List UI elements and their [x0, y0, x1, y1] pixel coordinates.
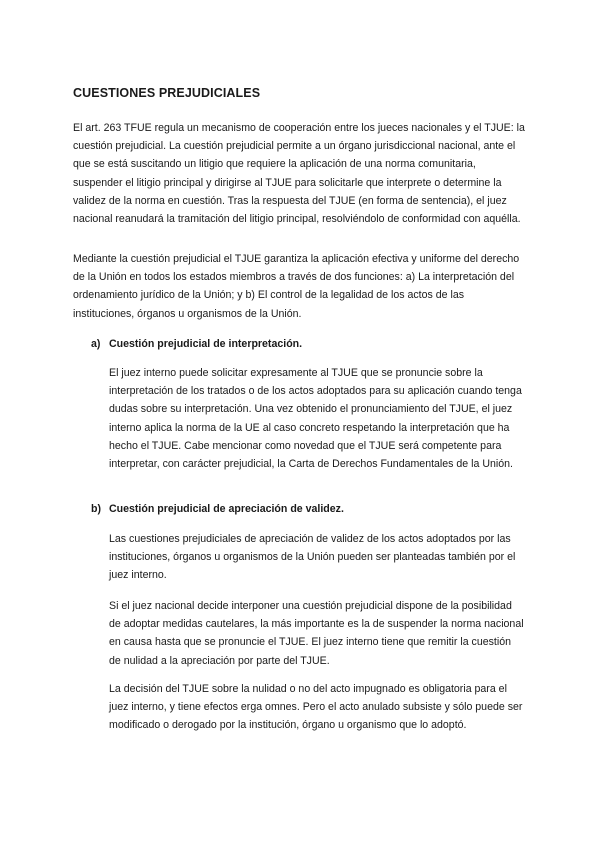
section-b-heading	[91, 503, 344, 515]
section-b-paragraph-2: Si el juez nacional decide interponer una cuestión prejudicial dispone de la posibilidad de adoptar medidas cautelares, la más importante es la de suspender la norma nacional en causa hasta que se pronuncie el TJUE. El juez interno tiene que remitir la cuestión de nulidad a la apreciación por parte del TJUE.	[109, 600, 524, 667]
page-title: CUESTIONES PREJUDICIALES	[73, 86, 261, 100]
section-b-paragraph-1: Las cuestiones prejudiciales de apreciación de validez de los actos adoptados por las instituciones, órganos u organismos de la Unión pueden ser planteadas también por el juez interno.	[109, 533, 516, 582]
intro-paragraph-1: El art. 263 TFUE regula un mecanismo de cooperación entre los jueces nacionales y el TJUE: la cuestión prejudicial. La cuestión prejudicial permite a un órgano jurisdiccional nacional, ante el que se está suscitando un litigio que requiere la aplicación de una norma comunitaria, suspender el litigio principal y dirigirse al TJUE para solicitarle que interprete o determine la validez de la norma en cuestión. Tras la respuesta del TJUE (en forma de sentencia), el juez nacional reanudará la tramitación del litigio principal, resolviéndolo de conformidad con aquélla.	[73, 122, 525, 226]
section-a-title: Cuestión prejudicial de interpretación.	[109, 338, 303, 350]
section-a-paragraph-1: El juez interno puede solicitar expresamente al TJUE que se pronuncie sobre la interpretación de los tratados o de los actos adoptados para su aplicación cuando tenga dudas sobre su interpretación. Una vez obtenido el pronunciamiento del TJUE, el juez interno aplica la norma de la UE al caso concreto respetando la interpretación que ha hecho el TJUE. Cabe mencionar como novedad que el TJUE será competente para interpretar, con carácter prejudicial, la Carta de Derechos Fundamentales de la Unión.	[109, 367, 522, 471]
intro-paragraph-2: Mediante la cuestión prejudicial el TJUE garantiza la aplicación efectiva y uniforme del derecho de la Unión en todos los estados miembros a través de dos funciones: a) La interpretación del ordenamiento jurídico de la Unión; y b) El control de la legalidad de los actos de las instituciones, órganos u organismos de la Unión.	[73, 253, 520, 320]
section-a-heading	[91, 338, 302, 350]
section-b-paragraph-3: La decisión del TJUE sobre la nulidad o no del acto impugnado es obligatoria para el juez interno, y tiene efectos erga omnes. Pero el acto anulado subsiste y sólo puede ser modificado o derogado por la institución, órgano u organismo que lo adoptó.	[109, 683, 523, 732]
section-b-title: Cuestión prejudicial de apreciación de validez.	[109, 503, 344, 515]
section-a-marker: a)	[91, 338, 101, 350]
section-b-marker: b)	[91, 503, 101, 515]
